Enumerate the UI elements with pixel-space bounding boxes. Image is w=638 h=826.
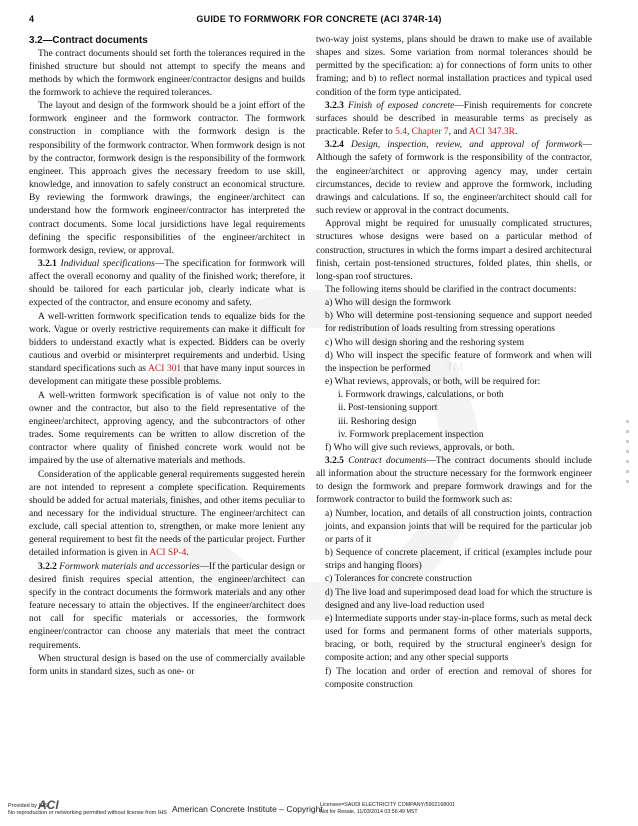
paragraph-text: —If the particular design or desired finish requires special attention, the engineer/architect can specify in the contract documents the formwork materials and any other feature necessary to attain the objectives. If the engineer/architect does not call for specific materials or accessories, the formwork engineer/contractor can choose any materials that meet the contract requirements. — [29, 561, 306, 651]
paragraph — [29, 311, 305, 390]
reference-link[interactable]: Chapter 7 — [411, 127, 449, 138]
paragraph-text: that have many input sources in development can mitigate these possible problems. — [29, 364, 305, 388]
paragraph: The layout and design of the formwork should be a joint effort of the formwork engineer and the formwork contractor. The formwork construction in compliance with the formwork design is the responsibility of the formwork contractor. When formwork design is not by the contractor, formwork design is the responsibility of the formwork engineer. This approach gives the necessary freedom to use skill, knowledge, and innovation to safely construct an economical structure. By reviewing the formwork drawings, the engineer/architect can understand how the formwork engineer/contractor has interpreted the contract documents. Some local jursidictions have legal requirements defining the specific responsibilities of the engineer/architect in formwork design, review, or approval. — [29, 101, 305, 256]
no-reproduction-text: No reproduction or networking permitted without license from IHS — [8, 810, 167, 816]
list-item: f) Who will give such reviews, approvals, or both. — [325, 442, 515, 453]
ihs-logo: ACI — [38, 798, 59, 812]
paragraph: Approval might be required for unusually complicated structures, structures whose designs were based on a particular method of construction, structures in which the forms impart a desired architectural finish, certain post-tensioned structures, folded plates, thin shells, or long-span roof structures. — [316, 219, 592, 282]
subsection-number: 3.2.2 — [38, 561, 57, 572]
paragraph — [29, 469, 305, 561]
sublist-item: i. Formwork drawings, calculations, or both — [338, 390, 504, 401]
list-item: d) The live load and superimposed dead load for which the structure is designed and any live-load reduction used — [325, 587, 592, 611]
list-item: a) Who will design the formwork — [325, 298, 451, 309]
sublist-item: iv. Formwork preplacement inspection — [338, 429, 484, 440]
reference-link[interactable]: 5.4 — [395, 127, 407, 138]
license-info — [320, 802, 455, 816]
right-column — [316, 34, 592, 692]
licensee-text: Licensee=SAUDI ELECTRICITY COMPANY/5902168001 — [320, 802, 456, 808]
paragraph — [29, 258, 305, 311]
running-header — [29, 14, 609, 28]
list-item: b) Sequence of concrete placement, if critical (examples include pour strips and hanging floors) — [325, 548, 592, 572]
paragraph-text: —The specification for formwork will affect the overall economy and quality of the finished work; therefore, it should be tailored for each particular job, clearly indicate what is expected of the contractor, and ensure economy and safety. — [29, 259, 305, 309]
running-title: GUIDE TO FORMWORK FOR CONCRETE (ACI 374R-14) — [196, 14, 442, 24]
subsection-number: 3.2.3 — [325, 100, 344, 111]
copyright-text: American Concrete Institute – Copyright — [172, 804, 323, 814]
subsection-number: 3.2.1 — [38, 259, 57, 269]
paragraph-text: —Finish requirements for concrete surfaces should be described in measurable terms as precisely as practicable. Refer to — [316, 100, 592, 138]
paragraph — [316, 100, 592, 139]
paragraph: When structural design is based on the use of commercially available form units in standard sizes, such as one- or — [29, 653, 305, 677]
footer — [0, 796, 638, 826]
paragraph: two-way joist systems, plans should be drawn to make use of available shapes and sizes. Some variation from normal tolerances should be permitted by the specification: a) for connections of form units to other framing; and b) to reflect normal installation practices and typical used condition of the form type anticipated. — [316, 35, 592, 98]
paragraph: The following items should be clarified in the contract documents: — [325, 284, 577, 295]
paragraph — [29, 561, 305, 653]
list-item: c) Tolerances for concrete construction — [325, 574, 472, 585]
watermark-tm: TM — [446, 360, 464, 374]
provided-by-text: Provided by IHS — [8, 803, 48, 809]
paragraph — [316, 455, 592, 508]
reference-link[interactable]: ACI 347.3R — [468, 127, 515, 138]
page-number: 4 — [29, 14, 35, 24]
subsection-title: Formwork materials and accessories — [59, 561, 200, 572]
sublist-item: ii. Post-tensioning support — [338, 403, 438, 414]
subsection-number: 3.2.4 — [325, 140, 344, 151]
list-item: a) Number, location, and details of all construction joints, contraction joints, and expansion joints that will be required for the particular job or parts of it — [325, 508, 592, 545]
paragraph-text: . — [186, 548, 189, 559]
subsection-title: Finish of exposed concrete — [348, 100, 455, 111]
paragraph-text: , and — [448, 127, 469, 138]
subsection-title: Contract documents — [348, 456, 427, 466]
list-item: e) What reviews, approvals, or both, will be required for: — [325, 377, 541, 388]
margin-marks — [626, 420, 632, 500]
paragraph: A well-written formwork specification is of value not only to the owner and the contractor, but also to the field representative of the engineer/architect, approving agency, and the subcontractors of other trades. Some requirements can be written to allow discretion of the contractor where quality of finished concrete work would not be impaired by the use of alternative materials and methods. — [29, 390, 305, 467]
section-heading: 3.2—Contract documents — [29, 35, 148, 46]
subsection-title: Design, inspection, review, and approval of formwork — [351, 140, 583, 151]
list-item: c) Who will design shoring and the reshoring system — [325, 337, 525, 348]
paragraph: The contract documents should set forth the tolerances required in the finished structure but should not attempt to specify the means and methods by which the formwork engineer/contractor designs and builds the formwork to achieve the required tolerances. — [29, 48, 305, 98]
paragraph-text: . — [514, 127, 518, 138]
footer-provider — [8, 803, 167, 817]
list-item: d) Who will inspect the specific feature of formwork and when will the inspection be performed — [325, 350, 592, 374]
paragraph-text: Consideration of the applicable general requirements suggested herein are not intended to represent a complete specification. Requirements should be added for actual materials, finishes, and other items peculiar to and necessary for the individual structure. The engineer/architect can exclude, call special attention to, strengthen, or make more lenient any general requirement to best fit the needs of the particular project. Further detailed information is given in — [29, 469, 305, 559]
sublist-item: iii. Reshoring design — [338, 416, 417, 427]
list-item: e) Intermediate supports under stay-in-place forms, such as metal deck used for forms and permanent forms of other materials supports, bracing, or both, required by the structural engineer's design for composite action; and any other special supports — [325, 613, 592, 664]
resale-text: Not for Resale, 11/03/2014 03:56:49 MST — [320, 809, 418, 815]
subsection-title: Individual specifications — [60, 259, 155, 269]
list-item: b) Who will determine post-tensioning sequence and support needed for redistribution of loads resulting from stressing operations — [325, 311, 592, 335]
reference-link[interactable]: ACI SP-4 — [149, 548, 187, 559]
paragraph-text: —The contract documents should include all information about the structure necessary for the formwork engineer to design the formwork and prepare formwork drawings and for the formwork contractor to build the formwork such as: — [316, 456, 592, 506]
paragraph-text: A well-written formwork specification tends to equalize bids for the work. Vague or overly restrictive requirements can make it difficult for bidders to understand exactly what is expected. Bidders can be overly cautious and overbid or misinterpret requirements and underbid. Using standard specifications such as — [29, 311, 305, 375]
subsection-number: 3.2.5 — [325, 456, 344, 466]
list-item: f) The location and order of erection and removal of shores for composite construction — [325, 666, 592, 690]
paragraph-text: , — [406, 127, 412, 138]
reference-link[interactable]: ACI 301 — [148, 364, 182, 375]
left-column — [29, 34, 305, 679]
paragraph-text: —Although the safety of formwork is the responsibility of the contractor, the engineer/architect or approving agency may, under certain circumstances, decide to review and approve the formwork, including drawings and calculations. If so, the engineer/architect should call for such review or approval in the contract documents. — [316, 140, 593, 217]
paragraph — [316, 139, 592, 218]
